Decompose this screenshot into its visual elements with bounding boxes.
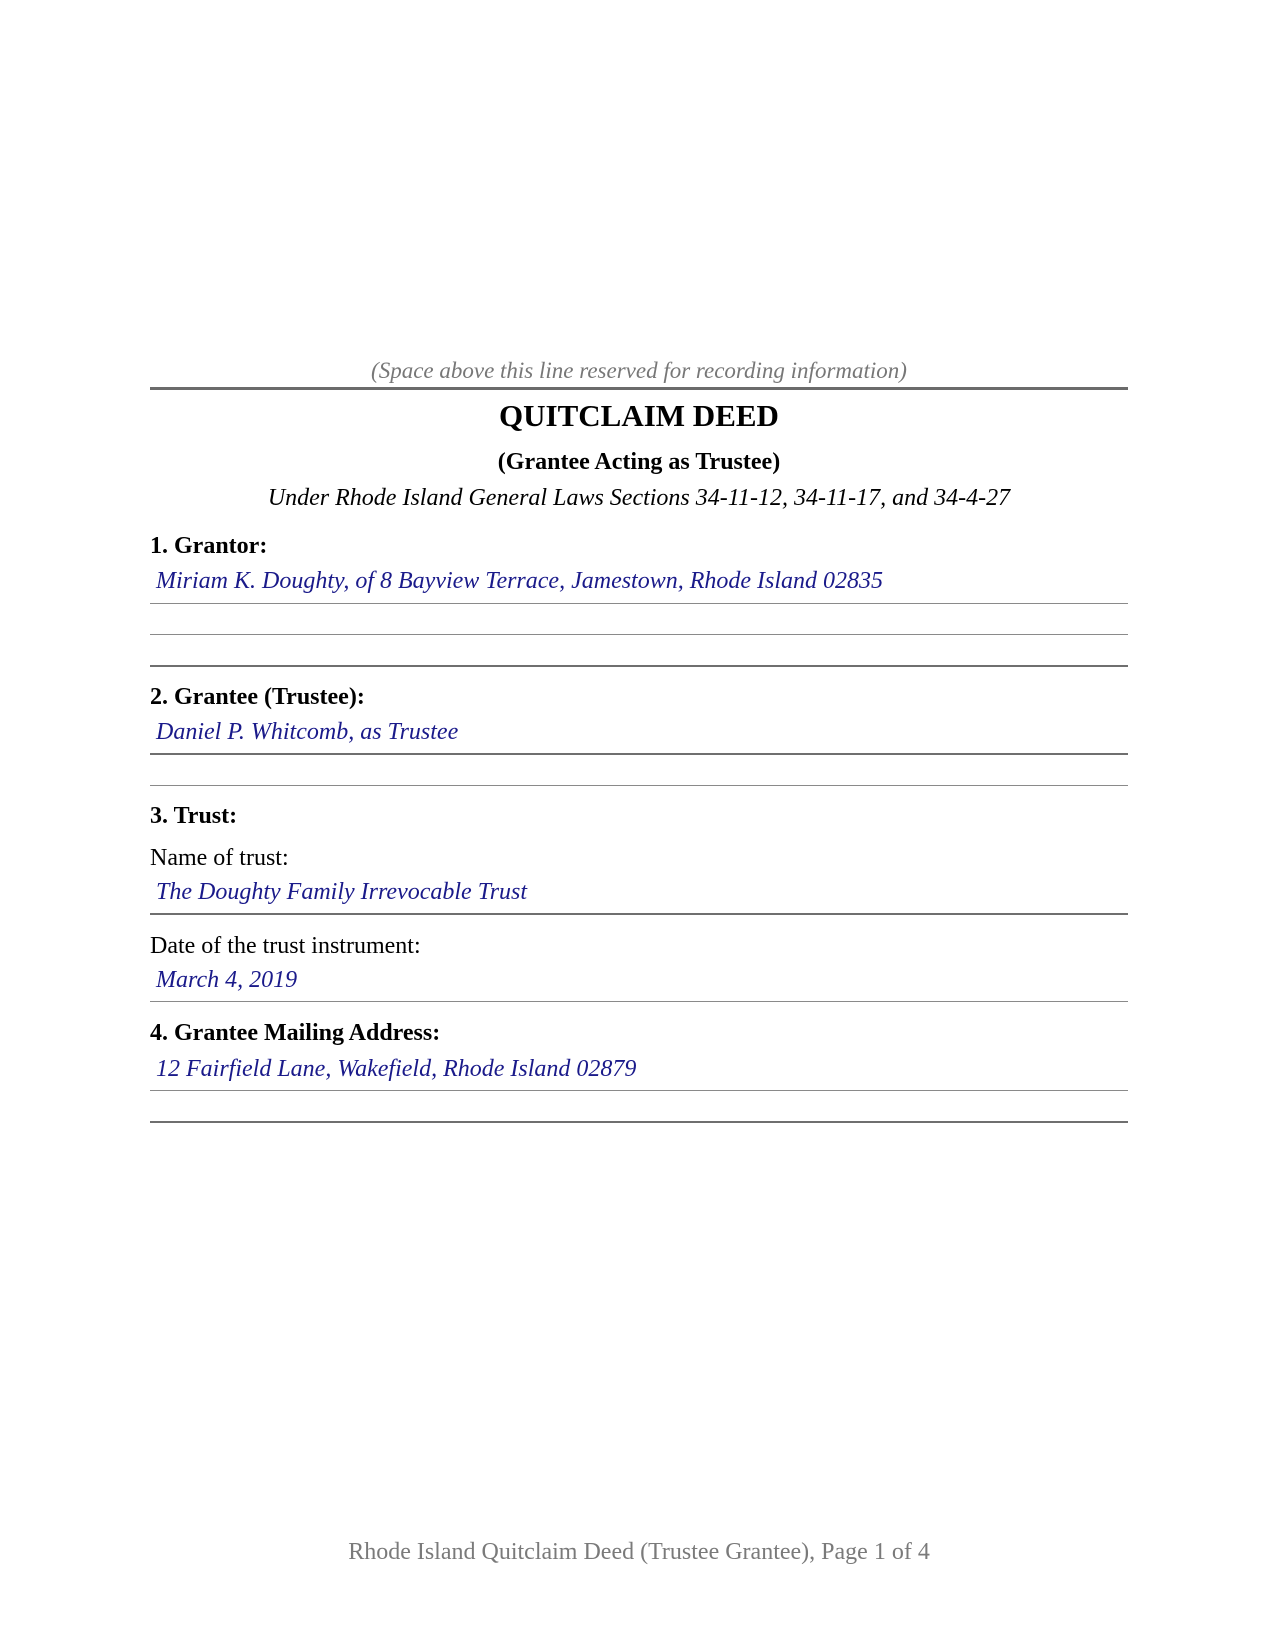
trust-date-line <box>150 1001 1128 1002</box>
trust-heading: 3. Trust: <box>150 803 238 829</box>
grantee-field[interactable]: Daniel P. Whitcomb, as Trustee <box>156 719 459 745</box>
grantor-line-2 <box>150 634 1128 635</box>
page-footer: Rhode Island Quitclaim Deed (Trustee Grantee), Page 1 of 4 <box>348 1539 930 1565</box>
grantor-heading: 1. Grantor: <box>150 533 268 559</box>
recording-space-note: (Space above this line reserved for recording information) <box>371 358 907 383</box>
trust-date-field[interactable]: March 4, 2019 <box>156 967 298 993</box>
trust-name-line <box>150 913 1128 915</box>
grantee-line-1 <box>150 753 1128 755</box>
mailing-address-field[interactable]: 12 Fairfield Lane, Wakefield, Rhode Island 02879 <box>156 1056 637 1082</box>
recording-divider <box>150 387 1128 390</box>
mailing-address-heading: 4. Grantee Mailing Address: <box>150 1020 441 1046</box>
mailing-address-line-1 <box>150 1090 1128 1091</box>
trust-date-label: Date of the trust instrument: <box>150 933 421 959</box>
grantee-line-2 <box>150 785 1128 786</box>
grantor-line-1 <box>150 603 1128 604</box>
trust-name-field[interactable]: The Doughty Family Irrevocable Trust <box>156 879 528 905</box>
grantee-heading: 2. Grantee (Trustee): <box>150 684 365 710</box>
grantor-line-3 <box>150 665 1128 667</box>
mailing-address-line-2 <box>150 1121 1128 1123</box>
document-subtitle: (Grantee Acting as Trustee) <box>497 449 781 475</box>
document-title: QUITCLAIM DEED <box>499 398 779 433</box>
deed-page <box>150 0 1128 1650</box>
grantor-field[interactable]: Miriam K. Doughty, of 8 Bayview Terrace, Jamestown, Rhode Island 02835 <box>156 568 884 594</box>
statute-reference: Under Rhode Island General Laws Sections 34-11-12, 34-11-17, and 34-4-27 <box>267 485 1011 511</box>
trust-name-label: Name of trust: <box>150 845 289 871</box>
